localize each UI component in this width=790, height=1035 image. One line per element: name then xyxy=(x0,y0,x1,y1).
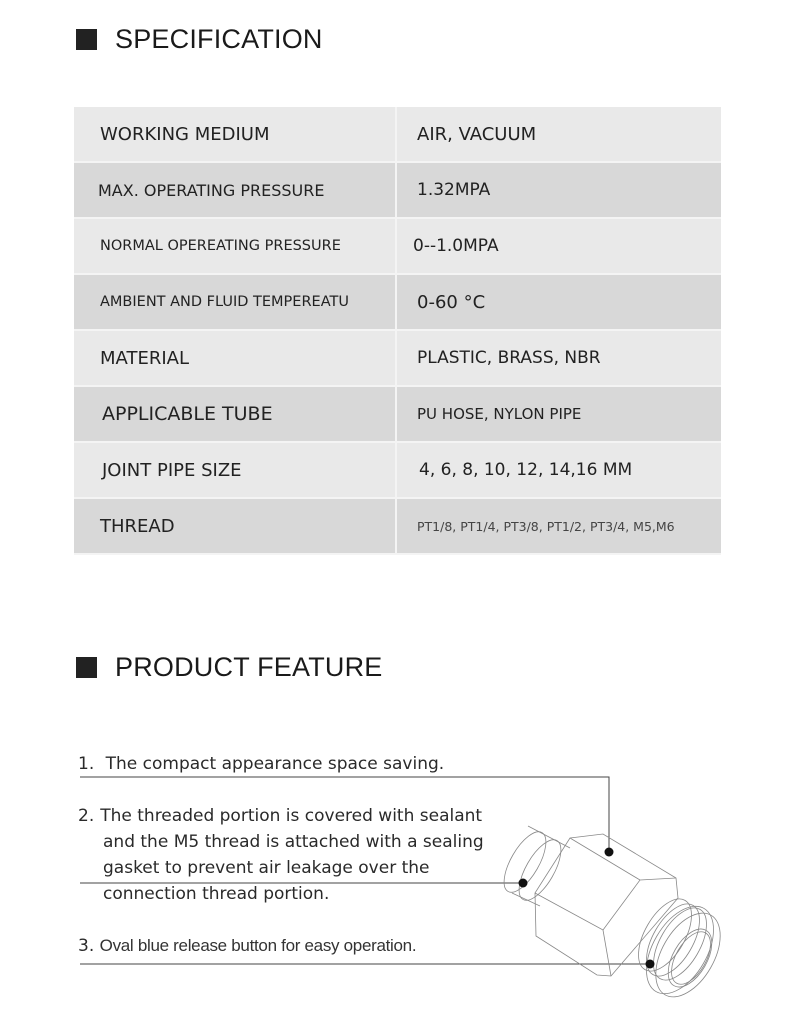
spec-label: MAX. OPERATING PRESSURE xyxy=(74,163,397,219)
spec-label: WORKING MEDIUM xyxy=(74,107,397,163)
feature-number: 1. xyxy=(78,754,95,774)
feature-text: and the M5 thread is attached with a sealing xyxy=(103,832,484,852)
spec-value: PT1/8, PT1/4, PT3/8, PT1/2, PT3/4, M5,M6 xyxy=(397,499,721,555)
spec-label: MATERIAL xyxy=(74,331,397,387)
callout-dot xyxy=(519,879,528,888)
feature-text: Oval blue release button for easy operation. xyxy=(99,936,417,955)
feature-title: PRODUCT FEATURE xyxy=(115,652,383,682)
spec-value: AIR, VACUUM xyxy=(397,107,721,163)
spec-value: 1.32MPA xyxy=(397,163,721,219)
spec-value: 0--1.0MPA xyxy=(397,219,721,275)
spec-label: NORMAL OPEREATING PRESSURE xyxy=(74,219,397,275)
feature-text: The threaded portion is covered with sealant xyxy=(100,806,483,826)
spec-value: PU HOSE, NYLON PIPE xyxy=(397,387,721,443)
feature-text: connection thread portion. xyxy=(103,884,330,904)
callout-dot xyxy=(605,848,614,857)
feature-number: 2. xyxy=(78,806,95,826)
spec-label: JOINT PIPE SIZE xyxy=(74,443,397,499)
feature-number: 3. xyxy=(78,936,95,956)
feature-item-1 xyxy=(78,751,444,777)
spec-label: THREAD xyxy=(74,499,397,555)
spec-value: 0-60 °C xyxy=(397,275,721,331)
spec-label: APPLICABLE TUBE xyxy=(74,387,397,443)
callout-dot xyxy=(646,960,655,969)
feature-item-2 xyxy=(78,803,484,907)
feature-text: The compact appearance space saving. xyxy=(105,754,445,774)
feature-text: gasket to prevent air leakage over the xyxy=(103,858,430,878)
spec-value: 4, 6, 8, 10, 12, 14,16 MM xyxy=(397,443,721,499)
specification-title: SPECIFICATION xyxy=(115,24,323,54)
spec-label: AMBIENT AND FLUID TEMPEREATU xyxy=(74,275,397,331)
spec-value: PLASTIC, BRASS, NBR xyxy=(397,331,721,387)
feature-item-3 xyxy=(78,933,416,959)
